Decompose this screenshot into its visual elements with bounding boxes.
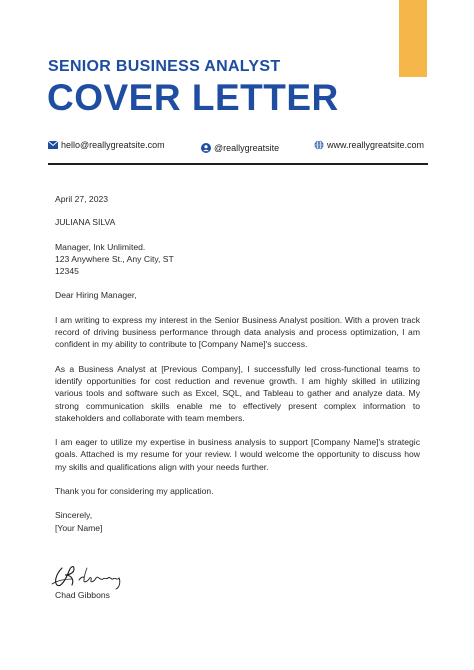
recipient-line-2: 123 Anywhere St., Any City, ST	[55, 253, 174, 264]
recipient-line-1: Manager, Ink Unlimited.	[55, 241, 146, 252]
contact-social	[201, 143, 279, 153]
salutation: Dear Hiring Manager,	[55, 290, 137, 301]
social-handle-text: @reallygreatsite	[214, 143, 280, 153]
recipient-line-3: 12345	[55, 266, 79, 277]
globe-icon	[314, 140, 327, 150]
paragraph-3: I am eager to utilize my expertise in business analysis to support [Company Name]'s strategic goals. Attached is my resume for your review. I would welcome the opportunity to discuss how my skills and qualifications align with your needs further.	[55, 437, 420, 472]
contact-row	[48, 140, 428, 158]
header-divider	[48, 163, 428, 165]
document-subtitle: SENIOR BUSINESS ANALYST	[48, 58, 281, 75]
envelope-icon	[48, 141, 61, 149]
letter-date: April 27, 2023	[55, 194, 109, 204]
letter-body	[55, 193, 420, 534]
contact-email	[48, 140, 165, 150]
contact-website	[314, 140, 424, 150]
user-circle-icon	[201, 143, 214, 153]
paragraph-4: Thank you for considering my application.	[55, 486, 214, 497]
closing-name: [Your Name]	[55, 522, 103, 533]
paragraph-1: I am writing to express my interest in the Senior Business Analyst position. With a proven track record of driving business performance through data analysis and process optimization, I am confident in my ability to contribute to [Company Name]'s success.	[55, 314, 420, 350]
handwritten-signature	[50, 560, 132, 590]
website-text: www.reallygreatsite.com	[327, 140, 425, 150]
document-title: COVER LETTER	[47, 77, 339, 118]
closing: Sincerely,	[55, 510, 93, 521]
paragraph-2: As a Business Analyst at [Previous Company], I successfully led cross-functional teams to identify opportunities for cost reduction and revenue growth. I am highly skilled in utilizing various tools and software such as Excel, SQL, and Tableau to gather and analyze data. My strong communication skills enable me to effectively present complex information to stakeholders and collaborate with team members.	[55, 363, 420, 423]
email-text: hello@reallygreatsite.com	[61, 140, 165, 150]
recipient-name: JULIANA SILVA	[55, 217, 116, 228]
signer-name: Chad Gibbons	[55, 590, 110, 600]
accent-bar	[399, 0, 427, 77]
